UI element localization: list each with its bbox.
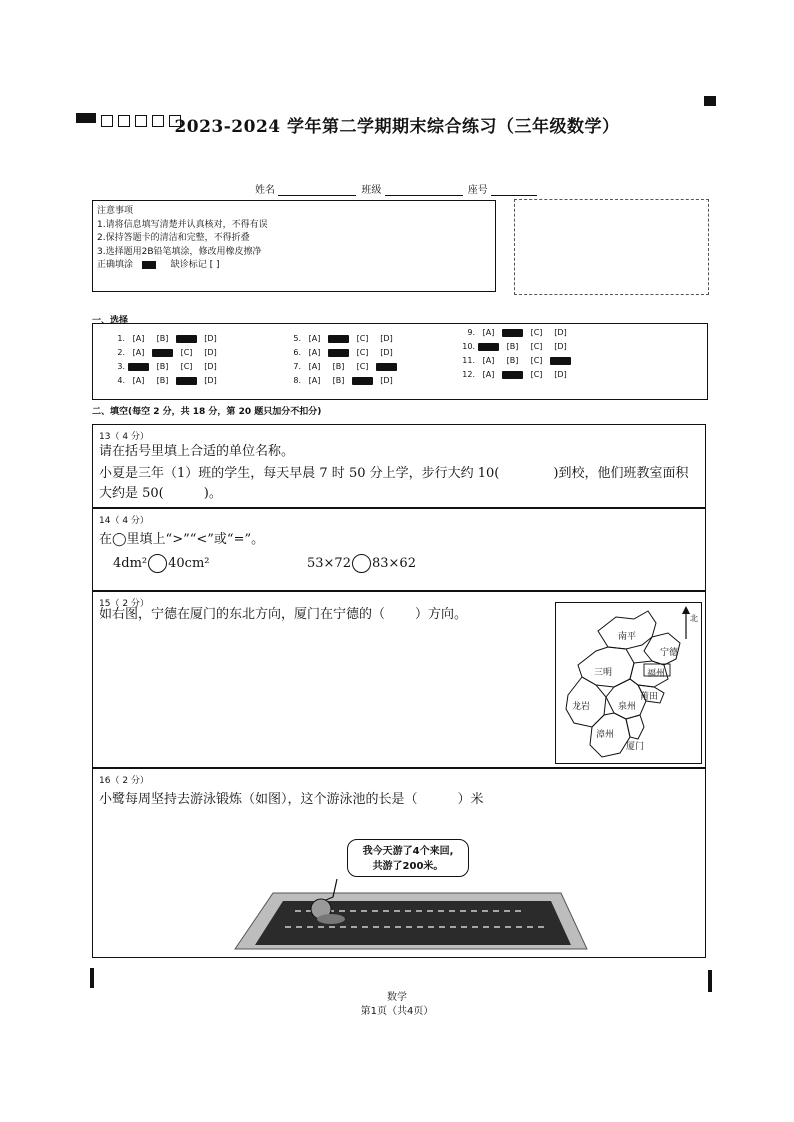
mc-option-b[interactable]: [B]	[502, 329, 523, 337]
question-13-line3-end: )。	[203, 486, 222, 501]
mc-option-c[interactable]: [C]	[530, 342, 543, 351]
map-label-zhangzhou: 漳州	[596, 730, 615, 740]
expr2-left: 53×72	[307, 556, 351, 571]
student-info-row	[255, 181, 537, 196]
footer-subject: 数学	[387, 992, 407, 1003]
question-13-line2-text: 小夏是三年（1）班的学生，每天早晨 7 时 50 分上学，步行大约 10(	[99, 466, 500, 481]
mc-question-row	[109, 376, 224, 385]
mc-option-a[interactable]: [A]	[482, 356, 495, 365]
map-label-ningde: 宁德	[660, 648, 679, 658]
fujian-map	[555, 602, 702, 764]
name-label: 姓名	[255, 185, 275, 196]
mc-option-b[interactable]: [B]	[156, 376, 169, 385]
north-label: 北	[690, 614, 698, 623]
mc-option-b[interactable]: [B]	[506, 342, 519, 351]
mc-question-row	[285, 334, 400, 343]
mc-question-row	[285, 376, 400, 385]
page-title: 2023-2024 学年第二学期期末综合练习（三年级数学）	[174, 117, 620, 137]
mc-question-row	[459, 328, 574, 337]
barcode-area	[514, 199, 709, 295]
mc-option-c[interactable]: [C]	[356, 348, 369, 357]
footer-page-number: 第1页（共4页）	[360, 1006, 434, 1017]
mc-option-d[interactable]: [D]	[554, 370, 567, 379]
mc-option-d[interactable]: [D]	[204, 348, 217, 357]
mc-option-b[interactable]: [B]	[156, 362, 169, 371]
section2-heading: 二、填空(每空 2 分，共 18 分，第 20 题只加分不扣分)	[92, 407, 322, 417]
mc-option-d[interactable]: [D]	[554, 342, 567, 351]
question-14-box	[92, 508, 706, 591]
mc-question-number: 5.	[293, 334, 301, 343]
mc-option-a[interactable]: [A]	[482, 328, 495, 337]
class-label: 班级	[361, 185, 382, 196]
question-13-header: 13（ 4 分）	[99, 432, 149, 442]
mc-question-number: 12.	[462, 370, 475, 379]
swimming-pool-illustration	[215, 873, 595, 953]
mc-option-a[interactable]: [A]	[478, 343, 499, 351]
mc-question-row	[459, 356, 574, 365]
mc-option-a[interactable]: [A]	[128, 363, 149, 371]
notice-item: 3.选择题用2B铅笔填涂，修改用橡皮擦净	[97, 246, 262, 257]
mc-option-c[interactable]: [C]	[180, 362, 193, 371]
seat-field[interactable]	[491, 185, 537, 196]
map-label-fuzhou: 福州	[647, 669, 666, 679]
mc-question-number: 6.	[293, 348, 301, 357]
mc-option-c[interactable]: [C]	[176, 335, 197, 343]
mc-option-a[interactable]: [A]	[308, 348, 321, 357]
compare-circle-2[interactable]	[352, 554, 371, 573]
mc-question-number: 4.	[117, 376, 125, 385]
mc-option-d[interactable]: [D]	[380, 334, 393, 343]
question-16-header: 16（ 2 分）	[99, 776, 149, 786]
mc-question-row	[285, 362, 400, 371]
question-15-header: 15（ 2 分）	[99, 599, 149, 609]
mc-option-c[interactable]: [C]	[530, 328, 543, 337]
mc-option-a[interactable]: [A]	[308, 334, 321, 343]
mc-question-number: 10.	[462, 342, 475, 351]
mc-option-d[interactable]: [D]	[376, 363, 397, 371]
mc-question-number: 7.	[293, 362, 301, 371]
mc-option-d[interactable]: [D]	[204, 334, 217, 343]
question-14-line1: 在◯里填上“>”“<”或“=”。	[99, 532, 265, 547]
question-13-line1: 请在括号里填上合适的单位名称。	[99, 444, 295, 459]
mc-option-b[interactable]: [B]	[156, 334, 169, 343]
notice-item: 1.请将信息填写清楚并认真核对，不得有误	[97, 219, 268, 230]
mc-question-number: 3.	[117, 362, 125, 371]
mc-question-row	[285, 348, 400, 357]
expr1-right: 40cm²	[168, 556, 210, 571]
question-14-expr1	[113, 553, 210, 575]
compare-circle-1[interactable]	[148, 554, 167, 573]
mc-question-row	[459, 370, 574, 379]
mc-option-d[interactable]: [D]	[380, 348, 393, 357]
mc-option-c[interactable]: [C]	[356, 362, 369, 371]
question-16-text-end: ）米	[457, 792, 484, 807]
mc-option-a[interactable]: [A]	[308, 362, 321, 371]
name-field[interactable]	[278, 185, 356, 196]
question-15-box	[92, 591, 706, 768]
swimmer-body	[317, 914, 345, 924]
question-16-text-start: 小鹭每周坚持去游泳锻炼（如图），这个游泳池的长是（	[99, 792, 418, 807]
mc-option-a[interactable]: [A]	[482, 370, 495, 379]
mc-option-c[interactable]: [C]	[180, 348, 193, 357]
question-15-text	[99, 604, 467, 626]
seat-label: 座号	[467, 185, 488, 196]
mc-option-b[interactable]: [B]	[332, 362, 345, 371]
mc-option-b[interactable]: [B]	[502, 371, 523, 379]
section1-heading: 一、选择	[92, 316, 129, 326]
question-15-text-end: ）方向。	[415, 607, 468, 622]
question-14-header: 14（ 4 分）	[99, 516, 149, 526]
mc-question-number: 11.	[462, 356, 475, 365]
mc-question-row	[109, 334, 224, 343]
mc-question-number: 8.	[293, 376, 301, 385]
mc-question-number: 1.	[117, 334, 125, 343]
mc-option-b[interactable]: [B]	[152, 349, 173, 357]
bubble-line-2: 共游了200米。	[372, 861, 444, 872]
mc-option-d[interactable]: [D]	[380, 376, 393, 385]
class-field[interactable]	[385, 185, 463, 196]
map-label-nanping: 南平	[618, 632, 637, 642]
bubble-line-1: 我今天游了4个来回,	[362, 846, 454, 857]
corner-mark-bottom-left	[90, 968, 94, 988]
question-16-box	[92, 768, 706, 958]
mc-option-c[interactable]: [C]	[530, 370, 543, 379]
speech-bubble	[347, 839, 469, 877]
mc-option-d[interactable]: [D]	[554, 328, 567, 337]
question-14-expr2	[307, 553, 416, 575]
map-label-sanming: 三明	[594, 668, 613, 678]
mc-option-b[interactable]: [B]	[328, 335, 349, 343]
mc-option-a[interactable]: [A]	[308, 376, 321, 385]
question-15-text-start: 如右图，宁德在厦门的东北方向，厦门在宁德的（	[99, 607, 386, 622]
question-13-line3	[99, 483, 222, 505]
absent-label: 缺诊标记 [ ]	[170, 260, 220, 270]
question-13-line2-text-end: )到校，他们班教室面积	[553, 466, 689, 481]
fill-sample	[142, 261, 156, 269]
question-16-text	[99, 789, 484, 811]
mc-option-d[interactable]: [D]	[550, 357, 571, 365]
mc-question-row	[459, 342, 574, 351]
mc-question-row	[109, 362, 224, 371]
question-13-line2	[99, 463, 688, 485]
mc-option-b[interactable]: [B]	[328, 349, 349, 357]
mc-option-d[interactable]: [D]	[204, 362, 217, 371]
expr1-left: 4dm²	[113, 556, 148, 571]
mc-question-number: 9.	[467, 328, 475, 337]
multiple-choice-box	[92, 323, 708, 400]
notice-box	[92, 200, 496, 292]
mc-option-a[interactable]: [A]	[132, 348, 145, 357]
mc-question-number: 2.	[117, 348, 125, 357]
corner-mark-top-right	[704, 96, 716, 106]
mc-option-b[interactable]: [B]	[332, 376, 345, 385]
notice-item: 2.保持答题卡的清洁和完整，不得折叠	[97, 233, 250, 243]
map-label-putian: 莆田	[640, 692, 659, 702]
fill-example-row	[97, 259, 491, 273]
mc-option-b[interactable]: [B]	[506, 356, 519, 365]
question-13-box	[92, 424, 706, 508]
mc-option-a[interactable]: [A]	[132, 334, 145, 343]
map-label-longyan: 龙岩	[572, 702, 591, 712]
mc-option-c[interactable]: [C]	[530, 356, 543, 365]
expr2-right: 83×62	[371, 556, 416, 571]
map-label-quanzhou: 泉州	[618, 702, 637, 712]
mc-option-a[interactable]: [A]	[132, 376, 145, 385]
mc-option-c[interactable]: [C]	[176, 377, 197, 385]
question-13-line3-text: 大约是 50(	[99, 486, 164, 501]
mc-option-d[interactable]: [D]	[204, 376, 217, 385]
mc-question-row	[109, 348, 224, 357]
mc-option-c[interactable]: [C]	[352, 377, 373, 385]
mc-option-c[interactable]: [C]	[356, 334, 369, 343]
map-label-xiamen: 厦门	[626, 742, 645, 752]
fill-label: 正确填涂	[97, 260, 134, 270]
notice-heading: 注意事项	[97, 206, 134, 216]
